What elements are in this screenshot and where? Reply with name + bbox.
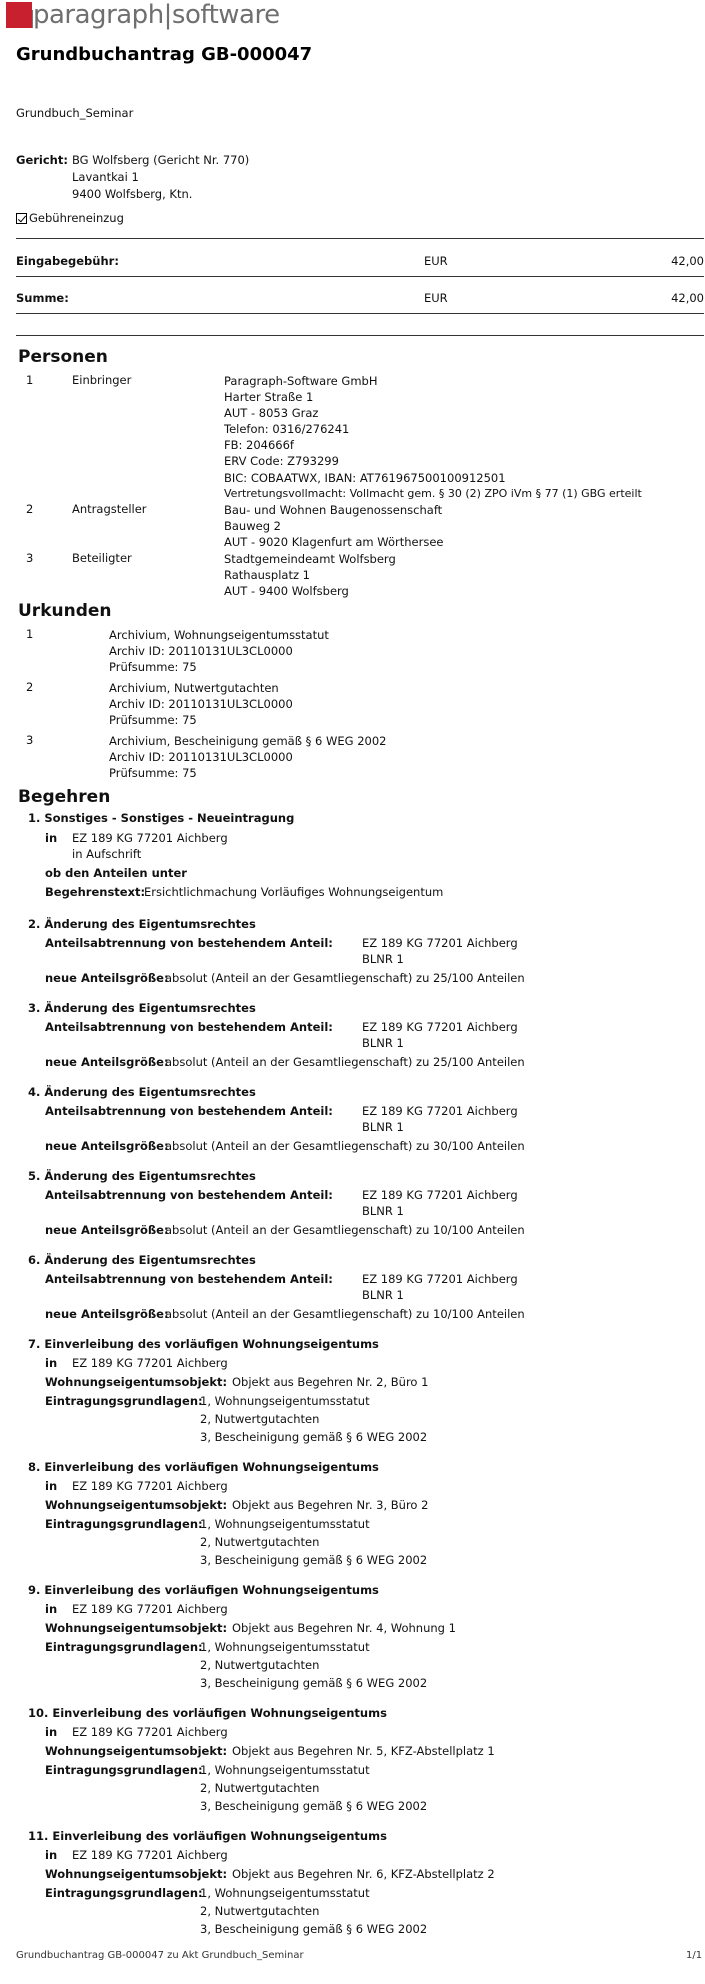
brand-name: paragraph|software bbox=[33, 0, 280, 30]
change-new-label: neue Anteilsgröße: bbox=[45, 1223, 169, 1237]
change-new-label: neue Anteilsgröße: bbox=[45, 1139, 169, 1153]
registration-title: 8. Einverleibung des vorläufigen Wohnungseigentums bbox=[28, 1460, 379, 1474]
change-title: 6. Änderung des Eigentumsrechtes bbox=[28, 1253, 256, 1267]
change-new-label: neue Anteilsgröße: bbox=[45, 971, 169, 985]
registration-basis-item: 2, Nutwertgutachten bbox=[200, 1535, 320, 1549]
change-blnr: BLNR 1 bbox=[362, 1036, 404, 1050]
registration-object-label: Wohnungseigentumsobjekt: bbox=[45, 1621, 228, 1635]
person-line: BIC: COBAATWX, IBAN: AT761967500100912501 bbox=[224, 470, 506, 485]
registration-title: 9. Einverleibung des vorläufigen Wohnungseigentums bbox=[28, 1583, 379, 1597]
change-new-label: neue Anteilsgröße: bbox=[45, 1055, 169, 1069]
change-new-label: neue Anteilsgröße: bbox=[45, 1307, 169, 1321]
person-line: Bau- und Wohnen Baugenossenschaft bbox=[224, 503, 443, 517]
section-begehren-heading: Begehren bbox=[18, 787, 111, 807]
change-abtr-label: Anteilsabtrennung von bestehendem Anteil: bbox=[45, 1020, 333, 1034]
change-title: 5. Änderung des Eigentumsrechtes bbox=[28, 1169, 256, 1183]
footer-text: Grundbuchantrag GB-000047 zu Akt Grundbuch_Seminar bbox=[16, 1950, 304, 1961]
change-abtr-label: Anteilsabtrennung von bestehendem Anteil: bbox=[45, 1188, 333, 1202]
court-block bbox=[16, 152, 250, 201]
change-new-value: absolut (Anteil an der Gesamtliegenschaft) zu 30/100 Anteilen bbox=[165, 1139, 525, 1153]
person-line: Stadtgemeindeamt Wolfsberg bbox=[224, 552, 396, 566]
registration-in-label: in bbox=[45, 1602, 58, 1616]
registration-in-label: in bbox=[45, 1848, 58, 1862]
court-label: Gericht: bbox=[16, 153, 68, 167]
registration-basis-label: Eintragungsgrundlagen: bbox=[45, 1640, 203, 1654]
request-ob-label: ob den Anteilen unter bbox=[45, 866, 187, 880]
registration-object-label: Wohnungseigentumsobjekt: bbox=[45, 1867, 228, 1881]
registration-in-value: EZ 189 KG 77201 Aichberg bbox=[72, 1848, 228, 1862]
person-line: AUT - 9020 Klagenfurt am Wörthersee bbox=[224, 535, 444, 550]
registration-object-value: Objekt aus Begehren Nr. 2, Büro 1 bbox=[232, 1375, 429, 1389]
page-number: 1/1 bbox=[686, 1950, 703, 1961]
change-ez: EZ 189 KG 77201 Aichberg bbox=[362, 1104, 518, 1118]
logo-square-icon bbox=[6, 2, 32, 28]
document-line: Prüfsumme: 75 bbox=[109, 713, 197, 728]
document-line: Archiv ID: 20110131UL3CL0000 bbox=[109, 644, 293, 659]
registration-basis-label: Eintragungsgrundlagen: bbox=[45, 1886, 203, 1900]
person-address bbox=[224, 502, 443, 550]
divider bbox=[16, 313, 704, 314]
request-text-value: Ersichtlichmachung Vorläufiges Wohnungseigentum bbox=[144, 885, 444, 899]
registration-basis-item: 2, Nutwertgutachten bbox=[200, 1412, 320, 1426]
fee-amount: 42,00 bbox=[671, 254, 704, 268]
change-ez: EZ 189 KG 77201 Aichberg bbox=[362, 1272, 518, 1286]
section-personen-heading: Personen bbox=[18, 347, 108, 367]
registration-basis-item: 2, Nutwertgutachten bbox=[200, 1658, 320, 1672]
person-line: Vertretungsvollmacht: Vollmacht gem. § 30 (2) ZPO iVm § 77 (1) GBG erteilt bbox=[224, 486, 642, 500]
change-blnr: BLNR 1 bbox=[362, 1120, 404, 1134]
registration-basis-item: 3, Bescheinigung gemäß § 6 WEG 2002 bbox=[200, 1799, 428, 1813]
person-line: Rathausplatz 1 bbox=[224, 568, 310, 583]
registration-basis-item: 1, Wohnungseigentumsstatut bbox=[200, 1886, 370, 1900]
change-abtr-label: Anteilsabtrennung von bestehendem Anteil: bbox=[45, 1272, 333, 1286]
registration-basis-label: Eintragungsgrundlagen: bbox=[45, 1763, 203, 1777]
change-ez: EZ 189 KG 77201 Aichberg bbox=[362, 1020, 518, 1034]
request-in-sub: in Aufschrift bbox=[72, 847, 142, 861]
registration-object-label: Wohnungseigentumsobjekt: bbox=[45, 1744, 228, 1758]
change-title: 4. Änderung des Eigentumsrechtes bbox=[28, 1085, 256, 1099]
checkbox-checked-icon[interactable] bbox=[16, 213, 27, 224]
registration-basis-item: 2, Nutwertgutachten bbox=[200, 1904, 320, 1918]
document-line: Prüfsumme: 75 bbox=[109, 766, 197, 781]
person-line: Bauweg 2 bbox=[224, 519, 281, 534]
document-line: Archiv ID: 20110131UL3CL0000 bbox=[109, 750, 293, 765]
registration-basis-item: 3, Bescheinigung gemäß § 6 WEG 2002 bbox=[200, 1676, 428, 1690]
person-address bbox=[224, 551, 396, 599]
person-role: Beteiligter bbox=[72, 551, 132, 565]
document-line: Archivium, Wohnungseigentumsstatut bbox=[109, 628, 329, 642]
change-abtr-label: Anteilsabtrennung von bestehendem Anteil: bbox=[45, 936, 333, 950]
divider bbox=[16, 335, 704, 336]
fee-collection-checkbox[interactable] bbox=[16, 211, 124, 225]
person-number: 3 bbox=[26, 551, 34, 565]
fee-label: Eingabegebühr: bbox=[16, 254, 119, 268]
akt-name: Grundbuch_Seminar bbox=[16, 106, 134, 120]
registration-object-label: Wohnungseigentumsobjekt: bbox=[45, 1375, 228, 1389]
fee-collection-label: Gebühreneinzug bbox=[29, 211, 124, 225]
change-new-value: absolut (Anteil an der Gesamtliegenschaft) zu 10/100 Anteilen bbox=[165, 1223, 525, 1237]
registration-in-label: in bbox=[45, 1479, 58, 1493]
document-entry bbox=[109, 733, 386, 781]
registration-basis-item: 2, Nutwertgutachten bbox=[200, 1781, 320, 1795]
registration-title: 7. Einverleibung des vorläufigen Wohnungseigentums bbox=[28, 1337, 379, 1351]
registration-in-value: EZ 189 KG 77201 Aichberg bbox=[72, 1725, 228, 1739]
court-line: Lavantkai 1 bbox=[72, 170, 139, 184]
person-number: 1 bbox=[26, 373, 34, 387]
change-ez: EZ 189 KG 77201 Aichberg bbox=[362, 936, 518, 950]
change-blnr: BLNR 1 bbox=[362, 952, 404, 966]
document-number: 1 bbox=[26, 627, 34, 641]
person-line: AUT - 8053 Graz bbox=[224, 406, 319, 421]
document-line: Archivium, Bescheinigung gemäß § 6 WEG 2002 bbox=[109, 734, 387, 748]
change-title: 2. Änderung des Eigentumsrechtes bbox=[28, 917, 256, 931]
court-line: BG Wolfsberg (Gericht Nr. 770) bbox=[72, 153, 250, 167]
person-line: FB: 204666f bbox=[224, 438, 294, 453]
change-blnr: BLNR 1 bbox=[362, 1204, 404, 1218]
sum-currency: EUR bbox=[424, 291, 448, 305]
sum-label: Summe: bbox=[16, 291, 69, 305]
sum-amount: 42,00 bbox=[671, 291, 704, 305]
divider bbox=[16, 276, 704, 277]
person-line: Telefon: 0316/276241 bbox=[224, 422, 350, 437]
registration-object-value: Objekt aus Begehren Nr. 6, KFZ-Abstellplatz 2 bbox=[232, 1867, 495, 1881]
registration-object-value: Objekt aus Begehren Nr. 3, Büro 2 bbox=[232, 1498, 429, 1512]
registration-basis-item: 1, Wohnungseigentumsstatut bbox=[200, 1640, 370, 1654]
document-line: Archivium, Nutwertgutachten bbox=[109, 681, 279, 695]
document-entry bbox=[109, 627, 329, 675]
document-title: Grundbuchantrag GB-000047 bbox=[16, 44, 313, 65]
person-address bbox=[224, 373, 642, 502]
person-number: 2 bbox=[26, 502, 34, 516]
person-role: Antragsteller bbox=[72, 502, 147, 516]
change-ez: EZ 189 KG 77201 Aichberg bbox=[362, 1188, 518, 1202]
registration-basis-label: Eintragungsgrundlagen: bbox=[45, 1394, 203, 1408]
document-entry bbox=[109, 680, 293, 728]
change-title: 3. Änderung des Eigentumsrechtes bbox=[28, 1001, 256, 1015]
person-line: Harter Straße 1 bbox=[224, 390, 314, 405]
registration-in-label: in bbox=[45, 1725, 58, 1739]
change-blnr: BLNR 1 bbox=[362, 1288, 404, 1302]
registration-title: 10. Einverleibung des vorläufigen Wohnungseigentums bbox=[28, 1706, 387, 1720]
document-line: Prüfsumme: 75 bbox=[109, 660, 197, 675]
registration-basis-label: Eintragungsgrundlagen: bbox=[45, 1517, 203, 1531]
change-new-value: absolut (Anteil an der Gesamtliegenschaft) zu 25/100 Anteilen bbox=[165, 1055, 525, 1069]
divider bbox=[16, 238, 704, 239]
court-line: 9400 Wolfsberg, Ktn. bbox=[72, 187, 193, 201]
person-role: Einbringer bbox=[72, 373, 132, 387]
document-number: 2 bbox=[26, 680, 34, 694]
request-title: 1. Sonstiges - Sonstiges - Neueintragung bbox=[28, 811, 295, 825]
registration-in-value: EZ 189 KG 77201 Aichberg bbox=[72, 1602, 228, 1616]
section-urkunden-heading: Urkunden bbox=[18, 601, 112, 621]
registration-basis-item: 3, Bescheinigung gemäß § 6 WEG 2002 bbox=[200, 1430, 428, 1444]
document-number: 3 bbox=[26, 733, 34, 747]
document-line: Archiv ID: 20110131UL3CL0000 bbox=[109, 697, 293, 712]
person-line: ERV Code: Z793299 bbox=[224, 454, 339, 469]
registration-basis-item: 1, Wohnungseigentumsstatut bbox=[200, 1517, 370, 1531]
brand-logo bbox=[6, 2, 280, 28]
request-in-value: EZ 189 KG 77201 Aichberg bbox=[72, 831, 228, 845]
registration-in-value: EZ 189 KG 77201 Aichberg bbox=[72, 1479, 228, 1493]
person-line: Paragraph-Software GmbH bbox=[224, 374, 378, 388]
change-new-value: absolut (Anteil an der Gesamtliegenschaft) zu 25/100 Anteilen bbox=[165, 971, 525, 985]
registration-in-value: EZ 189 KG 77201 Aichberg bbox=[72, 1356, 228, 1370]
change-new-value: absolut (Anteil an der Gesamtliegenschaft) zu 10/100 Anteilen bbox=[165, 1307, 525, 1321]
registration-basis-item: 3, Bescheinigung gemäß § 6 WEG 2002 bbox=[200, 1922, 428, 1936]
request-in-label: in bbox=[45, 831, 58, 845]
fee-currency: EUR bbox=[424, 254, 448, 268]
registration-object-label: Wohnungseigentumsobjekt: bbox=[45, 1498, 228, 1512]
registration-basis-item: 1, Wohnungseigentumsstatut bbox=[200, 1763, 370, 1777]
registration-object-value: Objekt aus Begehren Nr. 5, KFZ-Abstellplatz 1 bbox=[232, 1744, 495, 1758]
registration-basis-item: 3, Bescheinigung gemäß § 6 WEG 2002 bbox=[200, 1553, 428, 1567]
registration-title: 11. Einverleibung des vorläufigen Wohnungseigentums bbox=[28, 1829, 387, 1843]
person-line: AUT - 9400 Wolfsberg bbox=[224, 584, 349, 599]
registration-basis-item: 1, Wohnungseigentumsstatut bbox=[200, 1394, 370, 1408]
registration-in-label: in bbox=[45, 1356, 58, 1370]
change-abtr-label: Anteilsabtrennung von bestehendem Anteil: bbox=[45, 1104, 333, 1118]
registration-object-value: Objekt aus Begehren Nr. 4, Wohnung 1 bbox=[232, 1621, 456, 1635]
request-text-label: Begehrenstext: bbox=[45, 885, 146, 899]
